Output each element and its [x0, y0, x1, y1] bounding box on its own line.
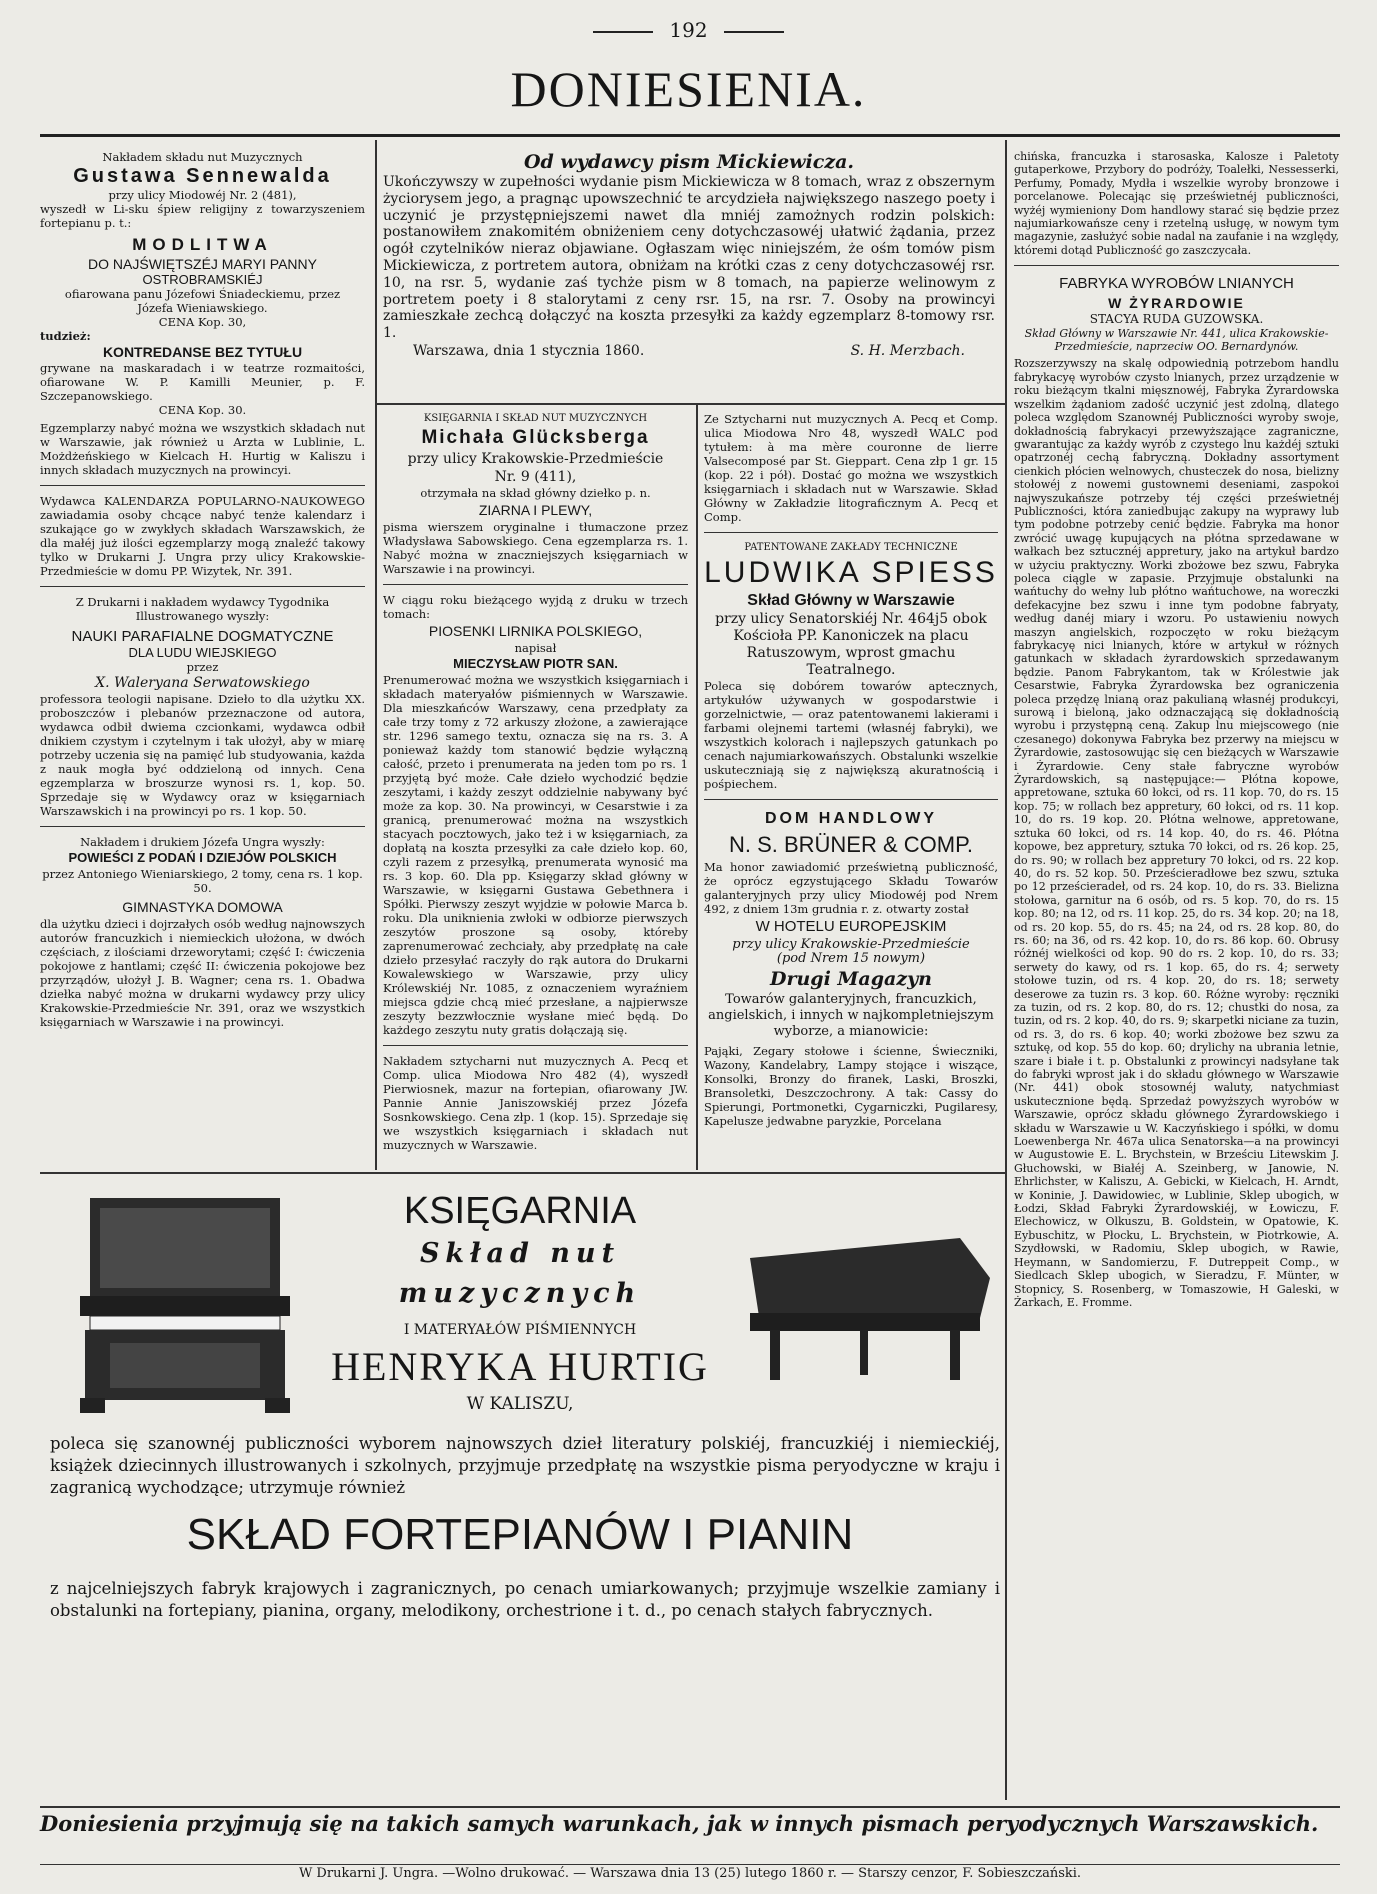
ad-text: Ma honor zawiadomić prześwietną publiczność, że oprócz egzystującego Składu Towarów galanteryjnych przy ulicy Miodowéj pod Nrem 492, z dniem 13m grudnia r. z. otwarty został — [704, 860, 998, 916]
ad-intro: Nakładem i drukiem Józefa Ungra wyszły: — [80, 835, 325, 849]
ad-text: grywane na maskaradach i w teatrze rozmaitości, ofiarowane W. P. Kamilli Meunier, p. F. Szczepanowskiego. — [40, 361, 365, 403]
price: CENA Kop. 30. — [158, 403, 247, 417]
hotel-name: W HOTELU EUROPEJSKIM — [755, 918, 947, 935]
work-subtitle: DLA LUDU WIEJSKIEGO — [128, 645, 277, 660]
store-location: W KALISZU, — [466, 1394, 574, 1414]
work-title: PIOSENKI LIRNIKA POLSKIEGO, — [428, 623, 643, 639]
ad-intro: PATENTOWANE ZAKŁADY TECHNICZNE — [744, 542, 958, 553]
column-1 — [40, 150, 365, 1170]
store-title: KSIĘGARNIA — [403, 1190, 637, 1232]
page-number: 192 — [0, 18, 1377, 42]
ad-text: z najcelniejszych fabryk krajowych i zagranicznych, po cenach umiarkowanych; przyjmuje wszelkie zamiany i obstalunki na fortepiany, pianina, organy, melodikony, orchestrione i t. d., po cenach stałych fabrycznych. — [50, 1579, 1000, 1620]
work-title: ZIARNA I PLEWY, — [478, 502, 593, 518]
ad-text: Prenumerować można we wszystkich księgarniach i składach materyałów piśmiennych w Warszawie. Dla mieszkańców Warszawy, cena przedpłaty za całe trzy tomy z 72 arkuszy złożone, a zawierające str. 1296 samego textu, oznacza się na rs. 3. A ponieważ każdy tom stanowić będzie wyłączną całość, przeto i prenumerata na jeden tom po rs. 1 przyjętą być może. Całe dzieło wychodzić będzie zeszytami, i każdy zeszyt oddzielnie nabywany być może za kop. 30. Na prowincyi, w Cesarstwie i za granicą, prenumerować można na wszystkich stacyach pocztowych, jako też i w księgarniach, za dopłatą na koszta przesyłki za całe dzieło kop. 60, czyli razem z przesyłką, prenumerata wynosić ma rs. 3 kop. 60. Dla pp. Księgarzy skład główny w Warszawie, w księgarni Gustawa Gebethnera i Spółki. Pierwszy zeszyt wyjdzie w połowie Marca b. roku. Dla uniknienia zwłoki w odbiorze pierwszych zeszytów proszone są osoby, któreby zaprenumerować zechciały, aby przedpłatę na całe dzieło przesyłać raczyły do rąk autora do Drukarni Kowalewskiego w Warszawie, przy ulicy Królewskiéj Nr. 1085, z oznaczeniem wyraźniem miejsca gdzie chcą mieć przesłane, a najpierwsze zeszyty bezzwłocznie wysłane mieć będą. Do każdego zeszytu nuty gratis dołączają się. — [383, 673, 688, 1037]
author: Józefa Wieniawskiego. — [137, 301, 268, 315]
publisher-address: przy ulicy Krakowskie-Przedmieście — [407, 451, 664, 467]
ad-intro: Nakładem składu nut Muzycznych — [102, 150, 303, 164]
ad-text: professora teologii napisane. Dzieło to dla użytku XX. proboszczów i plebanów przeznaczone od autora, wydawca odbił dwiema czcionkami, wydawca odbił dnikiem czystym i czytelnym i tak ułożył, aby w miarę potrzeby uczenia się na pamięć lub studyowania, każda z nauk mogła być oddzieloną od innych. Cena egzemplarza w broszurze wynosi rs. 1, kop. 50. Sprzedaje się w Wydawcy oraz w księgarniach Warszawskich i na prowincyi po rs. 1 kop. 50. — [40, 692, 365, 818]
column-divider — [1005, 140, 1007, 1800]
author: MIECZYSŁAW PIOTR SAN. — [453, 656, 618, 671]
label: przez — [186, 660, 219, 674]
top-rule — [40, 134, 1340, 137]
column-divider — [375, 140, 377, 1170]
owner-name: HENRYKA HURTIG — [331, 1344, 709, 1389]
hotel-address: (pod Nrem 15 nowym) — [776, 951, 926, 966]
ad-intro: KSIĘGARNIA I SKŁAD NUT MUZYCZNYCH — [423, 413, 648, 424]
work-title: KONTREDANSE BEZ TYTUŁU — [102, 344, 303, 360]
ad-intro: W ciągu roku bieżącego wyjdą z druku w trzech tomach: — [383, 593, 688, 621]
work-subtitle: DO NAJŚWIĘTSZÉJ MARYI PANNY — [88, 256, 317, 272]
calendar-notice: Wydawca KALENDARZA POPULARNO-NAUKOWEGO zawiadamia osoby chcące nabyć tenże kalendarz i szukające go w zwykłych składach Warszawskich, że dla małéj już ilości egzemplarzy mogą znaleźć takowy tylko w Drukarni J. Ungra przy ulicy Krakowskie-Przedmieście w domu PP. Wizytek, Nr. 391. — [40, 494, 365, 578]
hurtig-ad — [40, 1178, 1000, 1778]
ad-text: Nakładem sztycharni nut muzycznych A. Pecq et Comp. ulica Miodowa Nro 482 (4), wyszedł Pierwiosnek, mazur na fortepian, ofiarowany JW. Pannie Annie Janiszowskiéj przez Józefa Sosnkowskiego. Cena złp. 1 (kop. 15). Sprzedaje się we wszystkich księgarniach i składach nut muzycznych w Warszawie. — [383, 1054, 688, 1152]
store-subtitle: Skład nut muzycznych — [398, 1238, 642, 1309]
footer-rule — [40, 1864, 1340, 1865]
column-3 — [704, 412, 998, 1167]
upright-piano-icon — [70, 1188, 300, 1418]
author: X. Waleryana Serwatowskiego — [95, 675, 310, 691]
ad-text: Rozszerzywszy na skalę odpowiednią potrzebom handlu fabrykacyę wyrobów czysto lnianych, przez urządzenie w roku bieżącym tkalni mięsznowéj, Fabryka Żyrardowska wszelkim żądaniom zadość uczynić jest zdolną, dlatego poleca względom Szanownéj Publiczności wyroby swoje, dokładnością fabrykacyi przewyższające zagraniczne, gwarantując za każdy wyrób z czystego lnu każdéj sztuki opatrzonéj cechą fabryczną. Dokładny assortyment cienkich płócien welnowych, chusteczek do nosa, bielizny stołowéj z nowemi gustownemi deseniami, zaspokoi najwyszukańsze potrzeby téj części prześwietnéj Publiczności, która zaniedbując zakupy na wyprawy lub tym podobne potrzeby cenić będzie. Fabryka ma honor zwrócić uwagę kupujących na płótna sprzedawane w wałkach bez sztucznéj appretury, jako na artykuł bardzo w użyciu praktyczny. Worki zbożowe bez szwu, Fabryka poleca ciągle w zapasie. Przyjmuje obstalunki na wańtuchy do wełny lub płótno wańtuchowe, na woreczki defekacyjne bez szwu i inne tym podobne fabryaty, według danéj miary i wzoru. Po ustawieniu nowych maszyn angielskich, rozpoczęto w roku bieżącym fabrykacyę nici lnianych, które w artykuł w różnych gatunkach w składach żyrardowskich sprzedawanym będzie. Panom Fabrykantom, tak w Królestwie jak Cesarstwie, Fabryka Żyrardowska bez ograniczenia poleca przędzę lnianą oraz pakulianą własnéj produkcyi, surową i bieloną, jako odznaczającą się dokładnością wyrobu i przystępną ceną. Zakup lnu miejscowego (nie czesanego) dokonywa Fabryka bez przerwy na miejscu w Żyrardowie, zastosowując się cen bieżących w Warszawie i Żyrardowie. Ceny stałe fabryczne wyrobów Żyrardowskich, są następujące:— Płótna kopowe, appretowane, sztuka 60 łokci, od rs. 11 kop. 70, do rs. 15 kop. 75; w rollach bez appretury, 60 łokci, od rs. 11 kop. 10, do rs. 19 kop. 20. Płótna welnowe, appretowane, sztuka 60 łokci, od rs. 14 kop. 40, do rs. 46. Płótna kopowe, bez appretury, sztuka 70 łokci, od rs. 26 kop. 25, do rs. 90; w rollach bez appretury 70 łokci, od rs. 22 kop. 40, do rs. 52 kop. 50. Prześcieradłowe bez szwu, sztuka po 12 prześcieradeł, od rs. 24 kop. 10, do rs. 33. Bielizna stołowa, garnitur na 6 osób, od rs. 5 kop. 70, do rs. 15 kop. 80; na 12, od rs. 11 kop. 25, do rs. 34 kop. 20; na 18, od rs. 20 kop. 55, do rs. 45; na 24, od rs. 28 kop. 80, do rs. 60; na 36, od rs. 42 kop. 10, do rs. 86 kop. 60. Obrusy różnéj wielkości od kop. 90 do rs. 2 kop. 10, do rs. 33; serwety do kawy, od rs. 1 kop. 65, do rs. 4; serwety stołowe tuzin, od rs. 4 kop. 20, do rs. 18; serwety deserowe za tuzin rs. 3 kop. 60. Różne wyroby: ręczniki za tuzin, od rs. 2 kop. 80, do rs. 12; chustki do nosa, za tuzin, od rs. 2 kop. 40, do rs. 9; skarpetki niciane za tuzin, od rs. 3, do rs. 6 kop. 40; worki zbożowe bez szwu za sztukę, od kop. 55 do kop. 60; drylichy na ubrania letnie, szare i białe i t. p. Obstalunki z prowincyi nadsyłane tak do fabryki wprost jak i do składu głównego w Warszawie (Nr. 441) obok stosownéj waluty, natychmiast uskutecznione będą. Sprzedaż powyższych wyrobów w Warszawie, oprócz składu głównego Żyrardowskiego i składu w Warszawie u W. Kaczyńskiego i spółki, w domu Loewenberga Nr. 467a ulica Senatorska—a na prowincyi w Augustowie E. L. Brychstein, w Brześciu Litewskim J. Głuchowski, w Białéj A. Szeinberg, w Janowie, N. Ehrlichster, w Kaliszu, A. Gebicki, w Kielcach, H. Arndt, w Koninie, J. Dawidowiec, w Lublinie, Sklep ubogich, w Łodzi, Skład Fabryki Żyrardowskiéj, w Łowiczu, F. Elechowicz, w Olkuszu, B. Goldstein, w Opatowie, K. Eybuschitz, w Płocku, L. Brychstein, w Piotrkowie, A. Szydłowski, w Radomiu, Sklep ubogich, w Rawie, Heymann, w Sandomierzu, F. Dutreppeit Comp., w Siedlcach Sklep ubogich, w Sieradzu, F. Münter, w Stopnicy, S. Rosenberg, w Tomaszowie, H Galeski, w Żarkach, E. Fromme. — [1014, 357, 1339, 1309]
ad-text: Ze Sztycharni nut muzycznych A. Pecq et Comp. ulica Miodowa Nro 48, wyszedł WALC pod tytułem: à ma mère couronne de lierre Valsecomposé par St. Gieppart. Cena złp 1 gr. 15 (kop. 22 i pół). Dostać go można we wszystkich księgarniach i składach nut w Warszawie. Skład Główny w Zakładzie litograficznym A. Pecq et Comp. — [704, 412, 998, 524]
publisher-address: Nr. 9 (411), — [494, 469, 577, 485]
ad-text: Towarów galanteryjnych, francuzkich, angielskich, i innych w najkompletniejszym wyborze, a mianowicie: — [708, 992, 994, 1039]
factory-place: W ŻYRARDOWIE — [1108, 295, 1245, 312]
store-subtitle: I MATERYAŁÓW PIŚMIENNYCH — [403, 1322, 637, 1338]
company-name: LUDWIKA SPIESS — [704, 556, 998, 589]
ad-text: chińska, francuzka i starosaska, Kalosze i Paletoty gutaperkowe, Przybory do podróży, Toalełki, Nessesserki, Perfumy, Pomady, Mydła i wszelkie wyroby bronzowe i porcelanowe. Polecając się prześwietnéj publiczności, wyżéj wymieniony Dom handlowy starać się będzie przez najumiarkowańsze ceny i rzetelną usługę, w nowym tym magazynie, zasłużyć sobie nadal na zaufanie i na względy, któremi dotąd Publiczność go zaszczycała. — [1014, 150, 1339, 257]
company-sub: Skład Główny w Warszawie — [747, 592, 955, 609]
ad-intro: Z Drukarni i nakładem wydawcy Tygodnika Illustrowanego wyszły: — [75, 595, 330, 623]
publisher-name: Gustawa Sennewalda — [73, 165, 332, 187]
store-name: Drugi Magazyn — [769, 968, 932, 990]
block-rule — [376, 403, 1005, 405]
column-2 — [383, 412, 688, 1167]
ad-text: pisma wierszem oryginalne i tłumaczone przez Władysława Sabowskiego. Cena egzemplarza rs. 1. Nabyć można w znaczniejszych księgarniach w Warszawie i na prowincyi. — [383, 520, 688, 576]
notice-date: Warszawa, dnia 1 stycznia 1860. — [413, 342, 645, 359]
ad-text: wyszedł w Li-sku śpiew religijny z towarzyszeniem fortepianu p. t.: — [40, 202, 365, 230]
label: tudzież: — [40, 329, 91, 343]
hotel-address: przy ulicy Krakowskie-Przedmieście — [732, 937, 970, 952]
work-subtitle: OSTROBRAMSKIÉJ — [142, 272, 263, 287]
footer-notice: Doniesienia przyjmują się na takich samych warunkach, jak w innych pismach peryodycznych Warszawskich. — [40, 1811, 1319, 1836]
ad-text: dla użytku dzieci i dojrzałych osób według najnowszych autorów francuzkich i niemieckich ułożona, w dwóch częściach, z ilościami drzeworytami; część I: ćwiczenia pokojowe z hantlami; część II: ćwiczenia pokojowe bez przyrządów, ułożył J. B. Wagner; cena rs. 1. Obadwa dziełka nabyć można w drukarni wydawcy przy ulicy Krakowskie-Przedmieście Nr. 391, oraz we wszystkich księgarniach w Warszawie i na prowincyi. — [40, 917, 365, 1029]
factory-name: FABRYKA WYROBÓW LNIANYCH — [1059, 275, 1294, 293]
work-title: NAUKI PARAFIALNE DOGMATYCZNE — [71, 628, 334, 645]
factory-warehouse: Skład Główny w Warszawie Nr. 441, ulica Krakowskie-Przedmieście, naprzeciw OO. Bernardynów. — [1024, 326, 1329, 354]
ad-text: Poleca się dobórem towarów aptecznych, artykułów używanych w gospodarstwie i gorzelnictwie, — oraz patentowanemi lakierami i farbami olejnemi tartemi (własnéj fabryki), we wszystkich kolorach i najlepszych gatunkach po cenach najumiarkowańszych. Obstalunki wszelkie uskuteczniają się z największą akuratnością i pośpiechem. — [704, 679, 998, 791]
factory-station: STACYA RUDA GUZOWSKA. — [1089, 312, 1264, 327]
label: napisał — [514, 641, 557, 655]
mickiewicz-notice — [383, 150, 995, 360]
notice-signature: S. H. Merzbach. — [850, 342, 965, 359]
ad-text: Pająki, Zegary stołowe i ścienne, Świeczniki, Wazony, Kandelabry, Lampy stojące i wiszące, Konsolki, Bronzy do firanek, Laski, Broszki, Bransoletki, Deszczochrony. A tak: Cassy do Spierungi, Portmonetki, Cygarniczki, Pugilaresy, Kapelusze jedwabne paryzkie, Porcelana — [704, 1044, 998, 1128]
grand-piano-icon — [740, 1218, 1000, 1388]
imprint: W Drukarni J. Ungra. —Wolno drukować. — Warszawa dnia 13 (25) lutego 1860 r. — Starszy cenzor, F. Sobieszczański. — [298, 1866, 1082, 1881]
company-title: DOM HANDLOWY — [765, 810, 937, 827]
piano-store-heading: SKŁAD FORTEPIANÓW I PIANIN — [186, 1510, 854, 1559]
author: przez Antoniego Wieniarskiego, 2 tomy, cena rs. 1 kop. 50. — [42, 867, 363, 895]
publisher-address: przy ulicy Miodowéj Nr. 2 (481), — [108, 188, 297, 202]
footer-rule — [40, 1806, 1340, 1808]
dedication: ofiarowana panu Józefowi Śniadeckiemu, przez — [64, 287, 341, 301]
price: CENA Kop. 30, — [158, 315, 247, 329]
company-address: przy ulicy Senatorskiéj Nr. 464j5 obok Kościoła PP. Kanoniczek na placu Ratuszowym, wprost gmachu Teatralnego. — [715, 611, 987, 678]
section-title: DONIESIENIA. — [510, 61, 867, 117]
ad-text: otrzymała na skład główny dziełko p. n. — [420, 486, 651, 500]
work-title: GIMNASTYKA DOMOWA — [122, 899, 283, 915]
column-divider — [696, 405, 698, 1170]
company-name: N. S. BRÜNER & COMP. — [728, 832, 974, 857]
ad-text: poleca się szanownéj publiczności wyborem najnowszych dzieł literatury polskiéj, francuzkiéj i niemieckiéj, książek dziecinnych illustrowanych i szkolnych, przyjmuje przedpłatę na wszystkie pisma peryodyczne w kraju i zagranicą wychodzące; utrzymuje również — [50, 1434, 1000, 1497]
notice-title: Od wydawcy pism Mickiewicza. — [523, 151, 855, 173]
ad-text: Egzemplarzy nabyć można we wszystkich składach nut w Warszawie, jak również u Arzta w Lublinie, L. Możdżeńskiego w Kielcach H. Hurtig w Kaliszu i innych składach muzycznych na prowincyi. — [40, 421, 365, 477]
publisher-name: Michała Glücksberga — [421, 427, 650, 448]
work-title: POWIEŚCI Z PODAŃ I DZIEJÓW POLSKICH — [68, 850, 337, 865]
column-4 — [1014, 150, 1339, 1810]
work-title: MODLITWA — [132, 235, 273, 254]
block-rule — [40, 1172, 1005, 1174]
notice-text: Ukończywszy w zupełności wydanie pism Mickiewicza w 8 tomach, wraz z obszernym życiorysem jego, a pragnąc upowszechnić te arcydzieła największego naszego poety i uczynić je przystępniejszemi nawet dla mniéj zamożnych rodzin polskich: postanowiłem znakomitém obniżeniem ceny dotychczasowéj ułatwić żądania, przez ogół czytelników nieraz objawiane. Ogłaszam więc niniejszém, że ośm tomów pism Mickiewicza, z portretem autora, obniżam na krótki czas z ceny dotychczasowéj rsr. 10, na rsr. 5, wydanie zaś tychże pism w 8 tomach, na papierze welinowym z portretem poety i 8 stalorytami z ceny rsr. 15, na rsr. 7. Osoby na prowincyi zamieszkałe zechcą dołączyć na koszta przesyłki za każdy egzemplarz 8-tomowy rsr. 1. — [383, 174, 995, 342]
